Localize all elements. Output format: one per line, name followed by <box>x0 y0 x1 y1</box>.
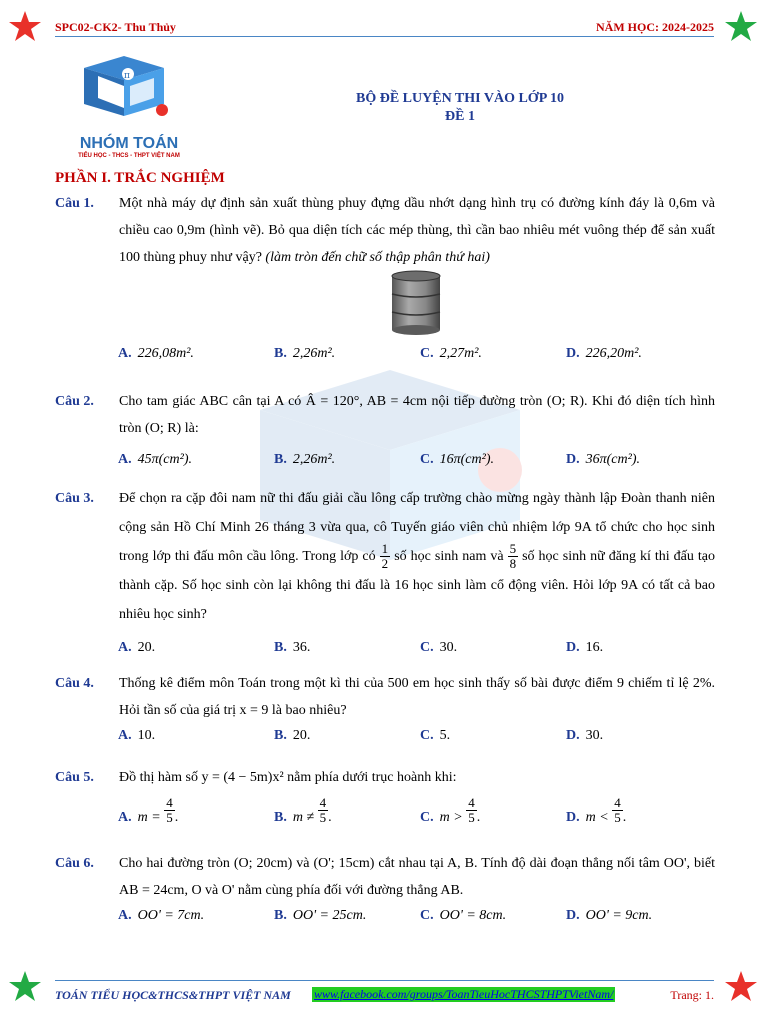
question-5-options <box>118 795 718 840</box>
option-c[interactable]: C. 30. <box>420 640 458 655</box>
option-b[interactable]: B. OO' = 25cm. <box>274 908 367 923</box>
header-school-year: NĂM HỌC: 2024-2025 <box>596 20 714 34</box>
logo-brand: NHÓM TOÁN <box>79 135 179 152</box>
option-c[interactable]: C. 5. <box>420 728 451 743</box>
star-icon-top-left <box>8 10 42 44</box>
question-2-label: Câu 2. <box>55 394 94 409</box>
question-5-label: Câu 5. <box>55 770 94 785</box>
question-6-options <box>118 908 718 932</box>
option-d[interactable]: D. 36π(cm²). <box>566 452 640 467</box>
section-heading: PHẦN I. TRẮC NGHIỆM <box>55 170 225 186</box>
oil-barrel-figure <box>390 270 442 336</box>
option-d[interactable]: D. OO' = 9cm. <box>566 908 653 923</box>
footer-facebook-link[interactable]: www.facebook.com/groups/ToanTieuHocTHCSTHPTVietNam/ <box>314 987 614 1001</box>
option-d[interactable]: D. 226,20m². <box>566 346 642 361</box>
exam-title-line2: ĐỀ 1 <box>445 109 475 124</box>
question-1-note: (làm tròn đến chữ số thập phân thứ hai) <box>265 250 490 265</box>
option-a[interactable]: A. OO' = 7cm. <box>118 908 205 923</box>
question-1 <box>55 190 715 271</box>
footer-page-number: Trang: 1. <box>670 988 714 1002</box>
nhom-toan-logo <box>64 54 194 164</box>
question-3-text-2: số học sinh nam và <box>394 549 504 564</box>
question-4-options <box>118 728 718 752</box>
option-b[interactable]: B. 20. <box>274 728 311 743</box>
svg-text:π: π <box>124 71 130 81</box>
exam-title <box>300 90 620 126</box>
question-5-text: Đồ thị hàm số y = (4 − 5m)x² nằm phía dưới trục hoành khi: <box>119 770 457 785</box>
option-c[interactable]: C. 2,27m². <box>420 346 482 361</box>
question-2-options <box>118 452 718 476</box>
question-3 <box>55 484 715 629</box>
question-3-text-1: Để chọn ra cặp đôi nam nữ thi đấu giải cầu lông cấp trường chào mừng ngày thành lập Đoàn thanh niên cộng sản Hồ Chí Minh 26 tháng 3 vừa qua, cô Tuyến giáo viên chủ nhiệm lớp 9A tổ chức cho học sinh trong lớp thi đấu môn cầu lông. Trong lớp có <box>119 491 715 564</box>
option-c[interactable]: C. 16π(cm²). <box>420 452 494 467</box>
exam-title-line1: BỘ ĐỀ LUYỆN THI VÀO LỚP 10 <box>356 91 564 106</box>
question-6-label: Câu 6. <box>55 856 94 871</box>
question-3-options <box>118 640 718 664</box>
option-b[interactable]: B. m ≠ $\frac{4}{5}$ . <box>274 795 332 826</box>
question-4-label: Câu 4. <box>55 676 94 691</box>
star-icon-bottom-left <box>8 970 42 1004</box>
footer-divider <box>55 980 714 981</box>
question-1-label: Câu 1. <box>55 196 94 211</box>
logo-tagline: TIỂU HỌC - THCS - THPT VIỆT NAM <box>78 153 180 159</box>
option-d[interactable]: D. 30. <box>566 728 604 743</box>
option-a[interactable]: A. 20. <box>118 640 156 655</box>
option-c[interactable]: C. OO' = 8cm. <box>420 908 507 923</box>
question-4-text: Thống kê điểm môn Toán trong một kì thi của 500 em học sinh thấy số bài được điểm 9 chiếm tỉ lệ 2%. Hỏi tần số của giá trị x = 9 là bao nhiêu? <box>119 676 715 718</box>
option-d[interactable]: D. 16. <box>566 640 604 655</box>
fraction-one-half: $\frac{1}{2}$ <box>381 541 389 572</box>
question-2-text: Cho tam giác ABC cân tại A có Â = 120°, AB = 4cm nội tiếp đường tròn (O; R). Khi đó diện tích hình tròn (O; R) là: <box>119 394 715 436</box>
question-4 <box>55 670 715 724</box>
option-a[interactable]: A. 10. <box>118 728 156 743</box>
question-1-options <box>118 346 718 370</box>
option-b[interactable]: B. 2,26m². <box>274 346 336 361</box>
question-3-text-3: số học sinh nữ đăng kí thi đấu tạo thành cặp. Số học sinh còn lại không thi đấu là 16 học sinh làm cổ động viên. Hỏi lớp 9A có tất cả bao nhiêu học sinh? <box>119 549 715 623</box>
star-icon-top-right <box>724 10 758 44</box>
question-3-label: Câu 3. <box>55 491 94 506</box>
question-1-text: Một nhà máy dự định sản xuất thùng phuy đựng dầu nhớt dạng hình trụ có đường kính đáy là 0,6m và chiều cao 0,9m (hình vẽ). Bỏ qua diện tích các mép thùng, thì cần bao nhiêu mét vuông thép để sản xuất 100 thùng phuy như vậy? <box>119 196 715 265</box>
option-d[interactable]: D. m < $\frac{4}{5}$ . <box>566 795 627 826</box>
logo-cube-icon <box>64 54 194 134</box>
option-b[interactable]: B. 2,26m². <box>274 452 336 467</box>
question-6 <box>55 850 715 904</box>
header-divider <box>55 36 714 37</box>
star-icon-bottom-right <box>724 970 758 1004</box>
question-5 <box>55 764 715 791</box>
header-left-text: SPC02-CK2- Thu Thủy <box>55 20 176 34</box>
option-b[interactable]: B. 36. <box>274 640 311 655</box>
option-a[interactable]: A. m = $\frac{4}{5}$ . <box>118 795 179 826</box>
option-a[interactable]: A. 226,08m². <box>118 346 194 361</box>
question-2 <box>55 388 715 442</box>
option-a[interactable]: A. 45π(cm²). <box>118 452 192 467</box>
fraction-five-eighths: $\frac{5}{8}$ <box>509 541 517 572</box>
question-6-text: Cho hai đường tròn (O; 20cm) và (O'; 15cm) cắt nhau tại A, B. Tính độ dài đoạn thẳng nối tâm OO', biết AB = 24cm, O và O' nằm cùng phía đối với đường thẳng AB. <box>119 856 715 898</box>
footer-group-name: TOÁN TIỂU HỌC&THCS&THPT VIỆT NAM <box>55 988 291 1002</box>
option-c[interactable]: C. m > $\frac{4}{5}$ . <box>420 795 481 826</box>
